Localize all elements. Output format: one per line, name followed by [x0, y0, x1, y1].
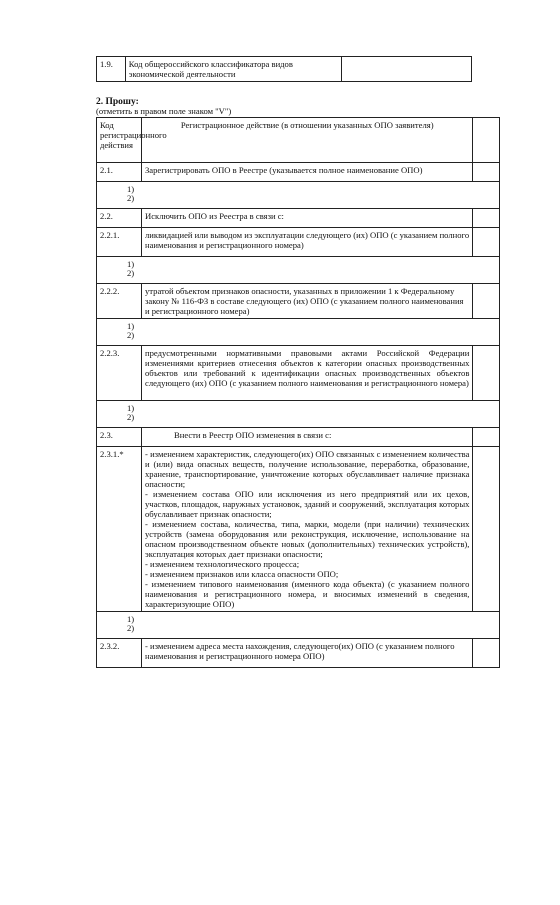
change-reason-3: - изменением состава, количества, типа, марки, модели (при наличии) технических устройств (замена оборудования или реконструкция, исключение, использование на опасном производственном объекте новых (дополнительных) технических устройств), эксплуатация которых дает признаки опасности; [145, 519, 470, 559]
table-row [97, 447, 500, 612]
table-header-row [97, 118, 500, 163]
table-row [97, 284, 500, 319]
row-code: 2.1. [97, 163, 142, 182]
header-mark [473, 118, 500, 163]
mark-cell[interactable] [473, 209, 500, 228]
object-list-cell[interactable] [97, 612, 500, 639]
list-item-1: 1) [127, 259, 135, 269]
item-1-9-number: 1.9. [97, 57, 126, 82]
list-item-1: 1) [127, 403, 135, 413]
row-code: 2.3.2. [97, 639, 142, 668]
table-row [97, 401, 500, 428]
item-1-9-value-field[interactable] [341, 57, 471, 82]
mark-cell[interactable] [473, 284, 500, 319]
row-text: - изменением адреса места нахождения, следующего(их) ОПО (с указанием полного наименования и регистрационного номера ОПО) [142, 639, 473, 668]
row-text: ликвидацией или выводом из эксплуатации следующего (их) ОПО (с указанием полного наименования и регистрационного номера) [142, 228, 473, 257]
row-code: 2.3. [97, 428, 142, 447]
table-row [97, 319, 500, 346]
mark-cell[interactable] [473, 447, 500, 612]
table-row [97, 209, 500, 228]
object-list-cell[interactable] [97, 257, 500, 284]
mark-cell[interactable] [473, 163, 500, 182]
table-row [97, 428, 500, 447]
table-row [97, 612, 500, 639]
list-item-1: 1) [127, 614, 135, 624]
list-item-2: 2) [127, 193, 135, 203]
table-row [97, 228, 500, 257]
mark-cell[interactable] [473, 346, 500, 401]
change-reason-5: - изменением признаков или класса опасности ОПО; [145, 569, 339, 579]
row-text: Внести в Реестр ОПО изменения в связи с: [142, 428, 473, 447]
table-row [97, 639, 500, 668]
row-code: 2.2.2. [97, 284, 142, 319]
row-code: 2.3.1.* [97, 447, 142, 612]
list-item-2: 2) [127, 412, 135, 422]
list-item-2: 2) [127, 268, 135, 278]
table-row [97, 182, 500, 209]
section-2-note: (отметить в правом поле знаком "V") [96, 106, 232, 116]
mark-cell[interactable] [473, 228, 500, 257]
mark-cell[interactable] [473, 639, 500, 668]
row-code: 2.2.1. [97, 228, 142, 257]
row-code: 2.2.3. [97, 346, 142, 401]
list-item-2: 2) [127, 330, 135, 340]
section-2-title: 2. Прошу: [96, 97, 139, 107]
row-text: Исключить ОПО из Реестра в связи с: [142, 209, 473, 228]
object-list-cell[interactable] [97, 319, 500, 346]
header-code: Код регистрационного действия [97, 118, 142, 163]
list-item-1: 1) [127, 184, 135, 194]
row-text: предусмотренными нормативными правовыми актами Российской Федерации изменениями критериев отнесения объектов к категории опасных производственных объектов или требований к идентификации опасных производственных объектов следующего (их) ОПО (с указанием полного наименования и регистрационного номера) [142, 346, 473, 401]
list-item-2: 2) [127, 623, 135, 633]
table-row [97, 257, 500, 284]
row-text-list [142, 447, 473, 612]
object-list-cell[interactable] [97, 182, 500, 209]
change-reason-6: - изменением типового наименования (именного кода объекта) (с указанием полного наименования и регистрационного номера, и вносимых изменений в сведения, характеризующие ОПО) [145, 579, 470, 609]
table-row [97, 346, 500, 401]
list-item-1: 1) [127, 321, 135, 331]
row-text: утратой объектом признаков опасности, указанных в приложении 1 к Федеральному закону № 116-ФЗ в составе следующего (их) ОПО (с указанием полного наименования и регистрационного номера) [142, 284, 473, 319]
change-reason-1: - изменением характеристик, следующего(их) ОПО связанных с изменением количества и (или) вида опасных веществ, получение использование, переработка, образование, хранение, транспортирование, уничтожение которых обуславливает наличие признака опасности; [145, 449, 470, 489]
registration-actions-table [96, 117, 500, 668]
table-row [97, 163, 500, 182]
header-action: Регистрационное действие (в отношении указанных ОПО заявителя) [142, 118, 473, 163]
change-reason-2: - изменением состава ОПО или исключения из него предприятий или их цехов, участков, площадок, наружных установок, зданий и сооружений, эксплуатация которых обуславливает признак опасности; [145, 489, 470, 519]
object-list-cell[interactable] [97, 401, 500, 428]
item-1-9-label: Код общероссийского классификатора видов экономической деятельности [125, 57, 341, 82]
item-1-9-table [96, 56, 472, 82]
change-reason-4: - изменением технологического процесса; [145, 559, 300, 569]
mark-cell[interactable] [473, 428, 500, 447]
row-text: Зарегистрировать ОПО в Реестре (указывается полное наименование ОПО) [142, 163, 473, 182]
row-code: 2.2. [97, 209, 142, 228]
